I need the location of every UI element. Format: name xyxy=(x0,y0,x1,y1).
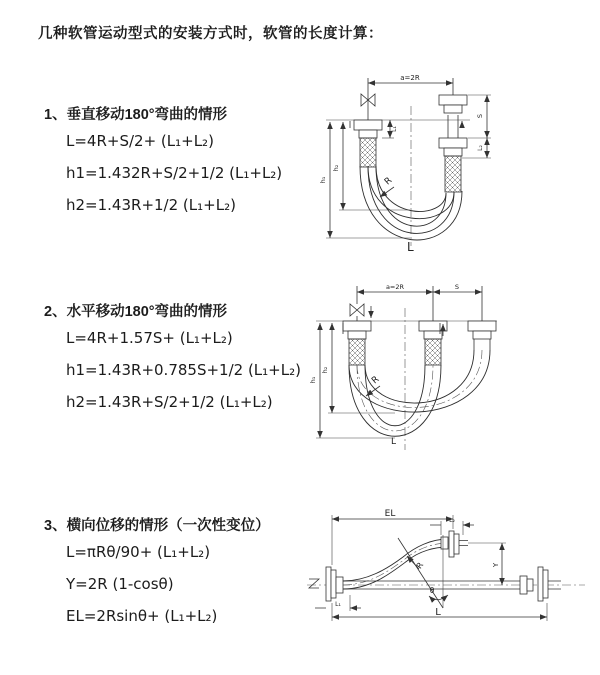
braid-section xyxy=(360,138,376,167)
dim-l1-label: L₁ xyxy=(391,126,398,132)
dim-s-label: S xyxy=(454,283,460,291)
dim-l1-label: L₁ xyxy=(335,601,341,608)
formula-line: L=πRθ/90+ (L₁+L₂) xyxy=(66,543,211,561)
length-label: L xyxy=(407,240,414,254)
braid-section xyxy=(425,339,441,365)
section-horizontal-bend xyxy=(44,302,314,418)
diagram-vertical-bend xyxy=(310,70,600,265)
dim-l-label: L xyxy=(435,607,441,618)
section-vertical-bend xyxy=(44,105,314,221)
formula-line: L=4R+1.57S+ (L₁+L₂) xyxy=(66,329,233,347)
dim-l2-label: L₂ xyxy=(449,517,455,524)
angle-arc xyxy=(429,595,448,600)
diagram-lateral-shift xyxy=(295,505,600,640)
braid-section xyxy=(349,339,365,365)
formula-line: h2=1.43R+S/2+1/2 (L₁+L₂) xyxy=(66,393,273,411)
formula-line: h1=1.43R+0.785S+1/2 (L₁+L₂) xyxy=(66,361,301,379)
formula-line: EL=2Rsinθ+ (L₁+L₂) xyxy=(66,607,218,625)
dim-l2-label: L₂ xyxy=(477,145,484,151)
dim-s-label: S xyxy=(476,113,484,119)
radius-label: R xyxy=(370,374,382,387)
s-curve-hose xyxy=(343,539,448,589)
flange xyxy=(520,567,548,601)
dim-h2-label: h₂ xyxy=(332,164,340,172)
pipe-fitting xyxy=(354,120,382,130)
flange xyxy=(441,531,459,557)
dim-h1-label: h₁ xyxy=(309,376,317,384)
diagram-horizontal-bend xyxy=(305,278,600,466)
radius-label: R xyxy=(382,175,395,188)
section-3-heading: 3、横向位移的情形（一次性变位） xyxy=(44,518,270,534)
flange xyxy=(326,567,343,601)
formula-line: L=4R+S/2+ (L₁+L₂) xyxy=(66,132,214,150)
dim-y-label: Y xyxy=(492,562,500,568)
formula-line: h1=1.432R+S/2+1/2 (L₁+L₂) xyxy=(66,164,283,182)
pipe-fitting xyxy=(439,95,467,105)
dim-a2r-label: a=2R xyxy=(400,74,420,82)
formula-line: h2=1.43R+1/2 (L₁+L₂) xyxy=(66,196,236,214)
pipe-fitting xyxy=(439,138,467,148)
dim-h1-label: h₁ xyxy=(319,176,327,184)
angle-label: θ xyxy=(429,586,435,595)
radius-label: R xyxy=(414,560,426,571)
dim-h2-label: h₂ xyxy=(321,366,329,374)
formula-line: Y=2R (1-cosθ) xyxy=(66,575,174,593)
valve-icon xyxy=(350,304,364,316)
page-title: 几种软管运动型式的安装方式时，软管的长度计算： xyxy=(38,26,383,42)
section-lateral-shift xyxy=(44,516,314,632)
radius-line xyxy=(398,538,443,608)
centerline-datum-icon xyxy=(309,579,319,588)
section-2-heading: 2、水平移动180°弯曲的情形 xyxy=(44,304,228,320)
dim-a2r-label: a=2R xyxy=(385,283,405,291)
section-1-heading: 1、垂直移动180°弯曲的情形 xyxy=(44,107,228,123)
dim-el-label: EL xyxy=(384,509,396,519)
braid-section xyxy=(445,156,461,192)
length-label: L xyxy=(391,437,397,447)
pipe-fittings xyxy=(343,321,496,339)
